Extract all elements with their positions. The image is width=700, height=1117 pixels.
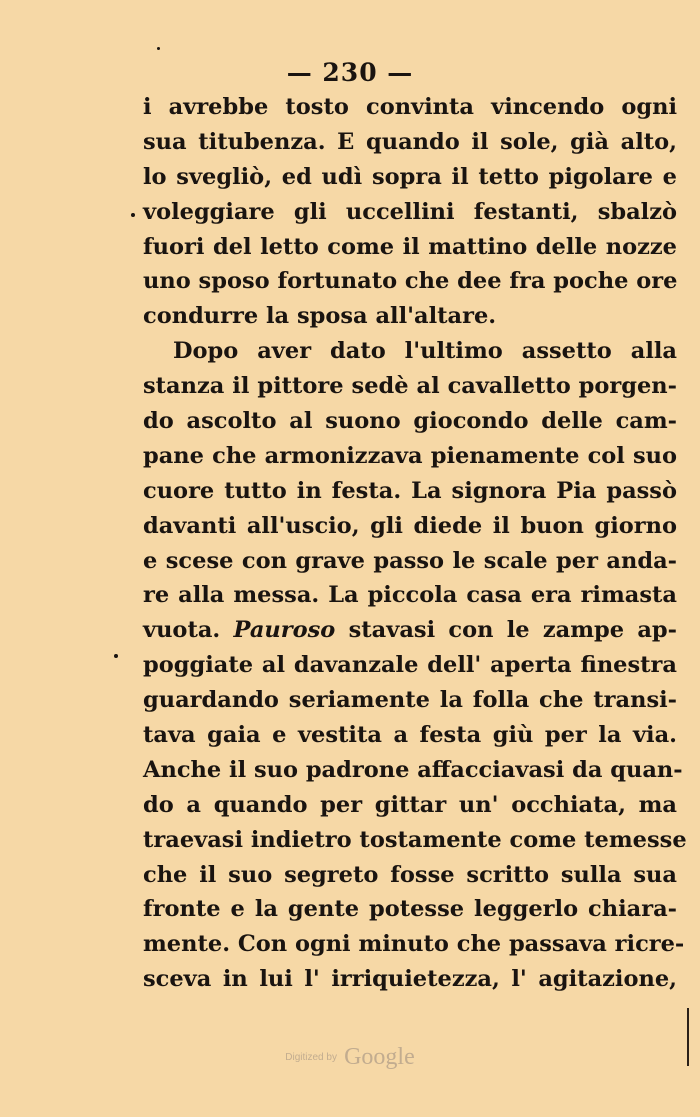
text-line: davanti all'uscio, gli diede il buon giorno	[143, 512, 677, 539]
text-line: Anche il suo padrone affacciavasi da quan-	[143, 756, 683, 783]
page-number: — 230 —	[286, 58, 414, 87]
text-line: sceva in lui l' irriquietezza, l' agitazione,	[143, 966, 677, 993]
text-line: voleggiare gli uccellini festanti, sbalzò	[143, 198, 677, 225]
text-line: condurre la sposa all'altare.	[143, 303, 497, 330]
ink-speck	[157, 47, 160, 50]
text-line: re alla messa. La piccola casa era rimasta	[143, 582, 677, 609]
text-line: guardando seriamente la folla che transi-	[143, 687, 677, 714]
text-fragment: stavasi con le zampe ap-	[335, 617, 678, 644]
text-line: sua titubenza. E quando il sole, già alto,	[143, 128, 677, 155]
text-line: traevasi indietro tostamente come temesse	[143, 826, 687, 853]
digitization-watermark	[0, 1044, 700, 1071]
text-line: e scese con grave passo le scale per anda-	[143, 547, 677, 574]
text-line: cuore tutto in festa. La signora Pia passò	[143, 477, 677, 504]
body-text	[143, 90, 687, 997]
text-line: fuori del letto come il mattino delle nozze	[143, 233, 677, 260]
text-line: pane che armonizzava pienamente col suo	[143, 442, 677, 469]
text-fragment: vuota.	[143, 617, 234, 644]
text-line: fronte e la gente potesse leggerlo chiara-	[143, 896, 677, 923]
text-line: do a quando per gittar un' occhiata, ma	[143, 791, 677, 818]
italic-name: Pauroso	[233, 617, 336, 644]
text-line-with-italic	[143, 613, 677, 648]
text-line: do ascolto al suono giocondo delle cam-	[143, 408, 677, 435]
text-line: lo svegliò, ed udì sopra il tetto pigolare e	[143, 163, 677, 190]
text-line: poggiate al davanzale dell' aperta finestra	[143, 652, 677, 679]
text-line: tava gaia e vestita a festa giù per la via.	[143, 722, 677, 749]
paragraph-start-line: Dopo aver dato l'ultimo assetto alla	[173, 338, 677, 365]
ink-speck	[131, 213, 135, 217]
watermark-brand: Google	[344, 1044, 415, 1070]
text-line: stanza il pittore sedè al cavalletto porgen-	[143, 373, 677, 400]
ink-speck	[114, 654, 118, 658]
watermark-prefix: Digitized by	[285, 1052, 337, 1063]
text-line: mente. Con ogni minuto che passava ricre-	[143, 931, 685, 958]
text-line: uno sposo fortunato che dee fra poche ore	[143, 268, 678, 295]
text-line: che il suo segreto fosse scritto sulla sua	[143, 861, 677, 888]
text-line: i avrebbe tosto convinta vincendo ogni	[143, 94, 677, 120]
